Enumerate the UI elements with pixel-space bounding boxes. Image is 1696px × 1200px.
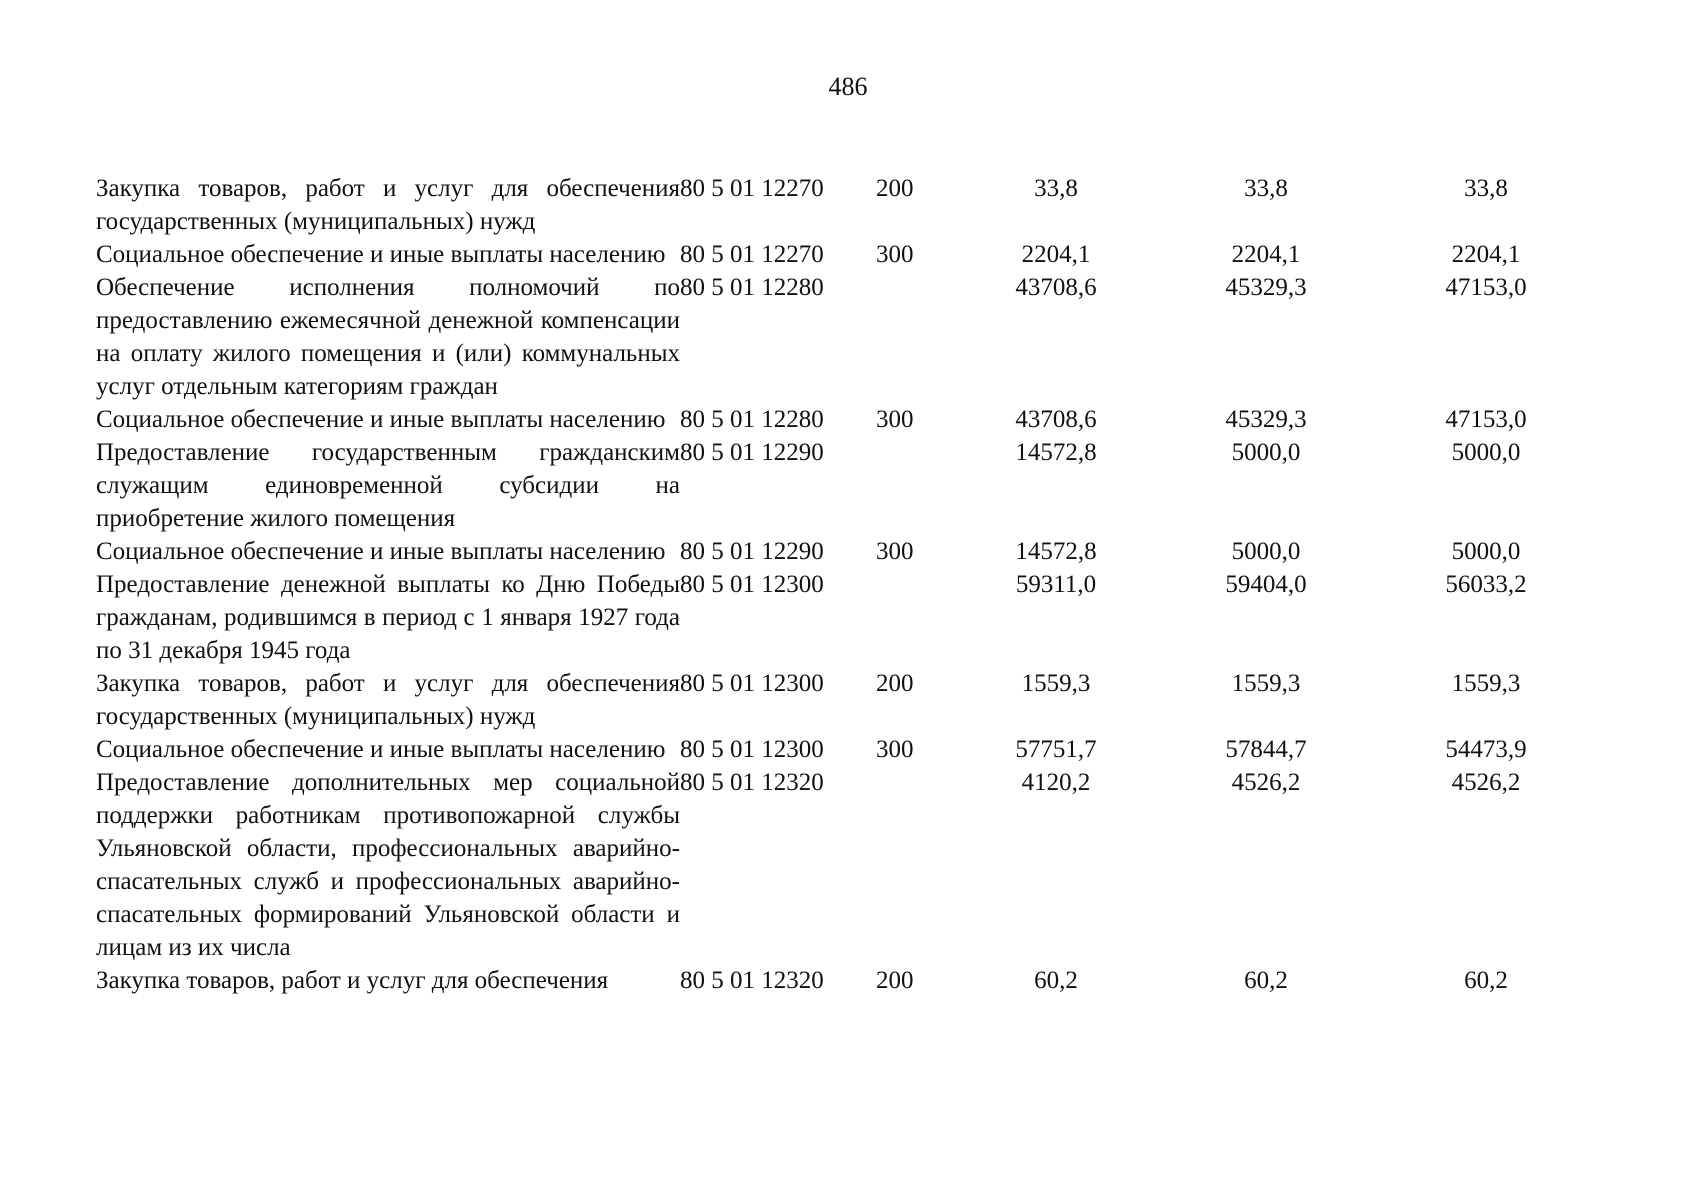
- table-row: [96, 568, 1596, 667]
- row-value-1-cell: 2204,1: [1021, 241, 1091, 268]
- row-name-cell: Закупка товаров, работ и услуг для обеспечения государственных (муниципальных) нужд: [96, 670, 680, 730]
- table-row: [96, 403, 1596, 436]
- table-row: [96, 436, 1596, 535]
- row-value-3-cell: 1559,3: [1451, 670, 1521, 697]
- table-row: [96, 667, 1596, 733]
- row-value-1-cell: 1559,3: [1021, 670, 1091, 697]
- row-name-cell: Обеспечение исполнения полномочий по предоставлению ежемесячной денежной компенсации на оплату жилого помещения и (или) коммунальных услуг отдельным категориям граждан: [96, 274, 680, 400]
- row-value-3-cell: 60,2: [1464, 967, 1508, 994]
- row-code-cell: 80 5 01 12270: [680, 241, 824, 268]
- row-value-1-cell: 4120,2: [1021, 769, 1091, 796]
- row-code-cell: 80 5 01 12320: [680, 967, 824, 994]
- row-value-3-cell: 2204,1: [1451, 241, 1521, 268]
- row-code-cell: 80 5 01 12300: [680, 736, 824, 763]
- row-type-cell: 200: [876, 670, 914, 697]
- row-value-3-cell: 47153,0: [1445, 274, 1527, 301]
- row-value-1-cell: 60,2: [1034, 967, 1078, 994]
- row-value-2-cell: 45329,3: [1225, 406, 1307, 433]
- row-value-2-cell: 5000,0: [1231, 538, 1301, 565]
- row-code-cell: 80 5 01 12270: [680, 175, 824, 202]
- row-value-3-cell: 5000,0: [1451, 439, 1521, 466]
- table-row: [96, 535, 1596, 568]
- row-type-cell: 200: [876, 967, 914, 994]
- row-value-2-cell: 45329,3: [1225, 274, 1307, 301]
- table-body: [96, 172, 1596, 997]
- row-type-cell: 300: [876, 406, 914, 433]
- row-value-1-cell: 14572,8: [1015, 538, 1097, 565]
- table-row: [96, 733, 1596, 766]
- row-type-cell: [876, 271, 956, 403]
- row-name-cell: Закупка товаров, работ и услуг для обеспечения: [96, 967, 609, 994]
- row-value-1-cell: 57751,7: [1015, 736, 1097, 763]
- table-row: [96, 271, 1596, 403]
- row-value-2-cell: 2204,1: [1231, 241, 1301, 268]
- row-name-cell: Предоставление денежной выплаты ко Дню Победы гражданам, родившимся в период с 1 января 1927 года по 31 декабря 1945 года: [96, 571, 680, 664]
- row-value-1-cell: 43708,6: [1015, 274, 1097, 301]
- row-type-cell: 300: [876, 538, 914, 565]
- row-name-cell: Предоставление государственным гражданским служащим единовременной субсидии на приобретение жилого помещения: [96, 439, 680, 532]
- row-code-cell: 80 5 01 12300: [680, 571, 824, 598]
- row-type-cell: [876, 568, 956, 667]
- row-type-cell: 300: [876, 241, 914, 268]
- row-value-2-cell: 4526,2: [1231, 769, 1301, 796]
- row-name-cell: Социальное обеспечение и иные выплаты населению: [96, 241, 666, 268]
- row-code-cell: 80 5 01 12280: [680, 274, 824, 301]
- row-code-cell: 80 5 01 12320: [680, 769, 824, 796]
- row-value-2-cell: 57844,7: [1225, 736, 1307, 763]
- row-name-cell: Закупка товаров, работ и услуг для обеспечения государственных (муниципальных) нужд: [96, 175, 680, 235]
- row-value-3-cell: 54473,9: [1445, 736, 1527, 763]
- table-row: [96, 766, 1596, 964]
- row-value-3-cell: 33,8: [1464, 175, 1508, 202]
- table-row: [96, 964, 1596, 997]
- row-type-cell: 200: [876, 175, 914, 202]
- row-value-1-cell: 59311,0: [1015, 571, 1097, 598]
- row-code-cell: 80 5 01 12290: [680, 439, 824, 466]
- row-value-3-cell: 5000,0: [1451, 538, 1521, 565]
- row-value-3-cell: 56033,2: [1445, 571, 1527, 598]
- table-row: [96, 172, 1596, 238]
- row-value-3-cell: 4526,2: [1451, 769, 1521, 796]
- row-name-cell: Социальное обеспечение и иные выплаты населению: [96, 538, 666, 565]
- row-code-cell: 80 5 01 12280: [680, 406, 824, 433]
- row-value-2-cell: 60,2: [1244, 967, 1288, 994]
- row-value-2-cell: 33,8: [1244, 175, 1288, 202]
- row-value-1-cell: 33,8: [1034, 175, 1078, 202]
- row-value-2-cell: 59404,0: [1225, 571, 1307, 598]
- row-name-cell: Социальное обеспечение и иные выплаты населению: [96, 736, 666, 763]
- page-number: 486: [828, 72, 868, 101]
- row-code-cell: 80 5 01 12290: [680, 538, 824, 565]
- row-value-2-cell: 1559,3: [1231, 670, 1301, 697]
- row-type-cell: [876, 436, 956, 535]
- row-code-cell: 80 5 01 12300: [680, 670, 824, 697]
- row-type-cell: 300: [876, 736, 914, 763]
- row-value-1-cell: 14572,8: [1015, 439, 1097, 466]
- row-value-3-cell: 47153,0: [1445, 406, 1527, 433]
- budget-table: [96, 172, 1596, 997]
- row-name-cell: Социальное обеспечение и иные выплаты населению: [96, 406, 666, 433]
- row-name-cell: Предоставление дополнительных мер социальной поддержки работникам противопожарной службы Ульяновской области, профессиональных аварийно-спасательных служб и профессиональных аварийно-спасательных формирований Ульяновской области и лицам из их числа: [96, 769, 680, 961]
- row-type-cell: [876, 766, 956, 964]
- row-value-1-cell: 43708,6: [1015, 406, 1097, 433]
- table-row: [96, 238, 1596, 271]
- row-value-2-cell: 5000,0: [1231, 439, 1301, 466]
